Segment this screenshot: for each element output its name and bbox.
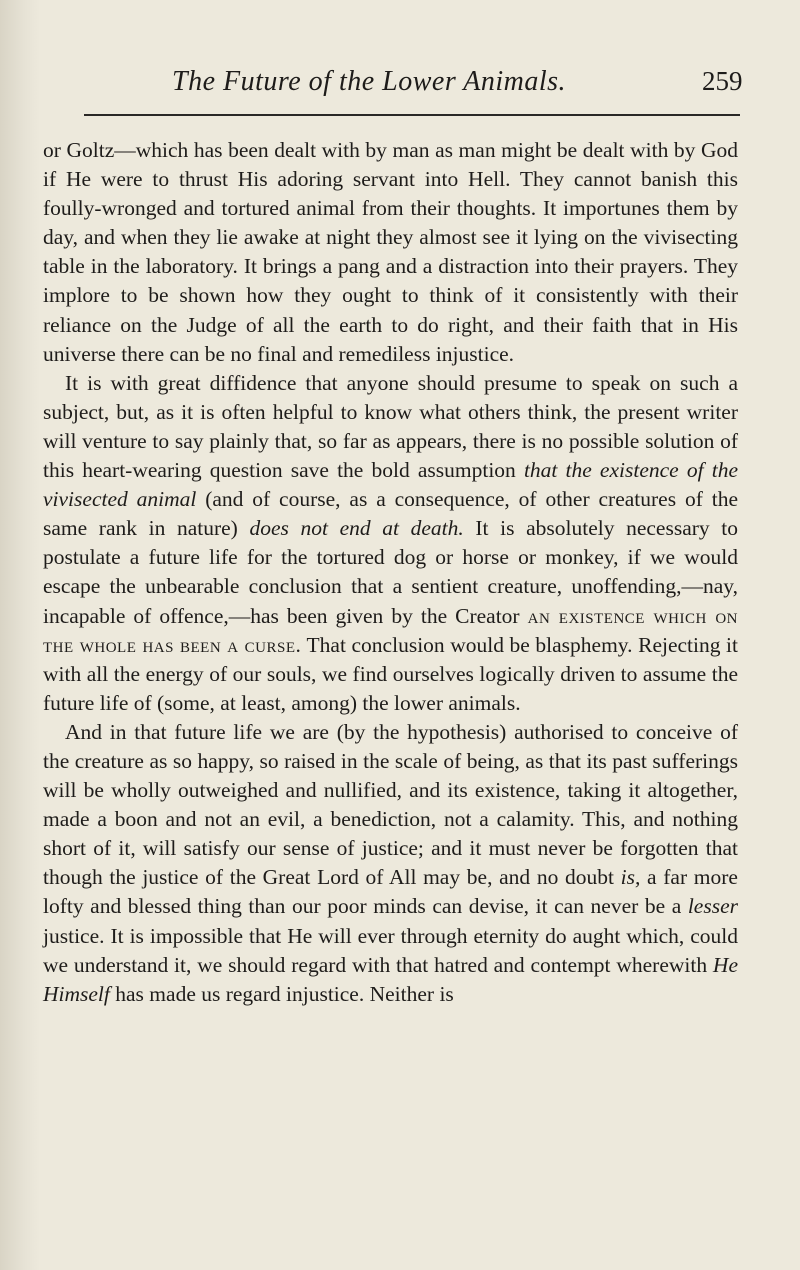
italic-run: that the existence of the vivisected animal: [43, 458, 738, 512]
running-head: [0, 66, 800, 106]
italic-run: lesser: [687, 894, 738, 919]
body-text: [43, 136, 738, 1009]
paragraph: [43, 718, 738, 1009]
running-head-title: The Future of the Lower Animals.: [172, 66, 566, 97]
small-caps-run: an existence which on the whole has been a curse.: [43, 603, 738, 657]
italic-run: He Himself: [43, 952, 738, 1006]
paragraph: [43, 136, 738, 369]
text-run: has made us regard injustice. Neither is: [109, 981, 454, 1006]
paragraph: [43, 369, 738, 718]
text-run: It is absolutely necessary to postulate a future life for the tortured dog or horse or monkey, if we would escape the unbearable conclusion that a sentient creature, unoffending,—nay, incapable of offence,—has been given by the Creator: [43, 516, 738, 628]
text-run: a far more lofty and blessed thing than our poor minds can devise, it can never be a: [43, 865, 738, 919]
text-run: (and of course, as a consequence, of other creatures of the same rank in nature): [43, 487, 738, 541]
text-run: That conclusion would be blasphemy. Rejecting it with all the energy of our souls, we find ourselves logically driven to assume the future life of (some, at least, among) the lower animals.: [43, 632, 739, 715]
header-rule: [84, 114, 740, 116]
italic-run: does not end at death.: [249, 516, 464, 541]
text-run: justice. It is impossible that He will ever through eternity do aught which, could we understand it, we should regard with that hatred and contempt wherewith: [43, 923, 738, 977]
text-run: It is with great diffidence that anyone should presume to speak on such a subject, but, as it is often helpful to know what others think, the present writer will venture to say plainly that, so far as appears, there is no possible solution of this heart-wearing question save the bold assumption: [43, 370, 738, 483]
text-run: or Goltz—which has been dealt with by man as man might be dealt with by God if He were to thrust His adoring servant into Hell. They cannot banish this foully-wronged and tortured animal from their thoughts. It importunes them by day, and when they lie awake at night they almost see it lying on the vivisecting table in the laboratory. It brings a pang and a distraction into their prayers. They implore to be shown how they ought to think of it consistently with their reliance on the Judge of all the earth to do right, and their faith that in His universe there can be no final and remediless injustice.: [43, 138, 738, 366]
page-gutter-shadow: [0, 0, 40, 1270]
text-run: And in that future life we are (by the hypothesis) authorised to conceive of the creature as so happy, so raised in the scale of being, as that its past sufferings will be wholly outweighed and nullified, and its existence, taking it altogether, made a boon and not an evil, a benediction, not a calamity. This, and nothing short of it, will satisfy our sense of justice; and it must never be forgotten that though the justice of the Great Lord of All may be, and no doubt: [43, 719, 738, 890]
italic-run: is,: [620, 865, 641, 890]
page-number: 259: [702, 66, 743, 96]
